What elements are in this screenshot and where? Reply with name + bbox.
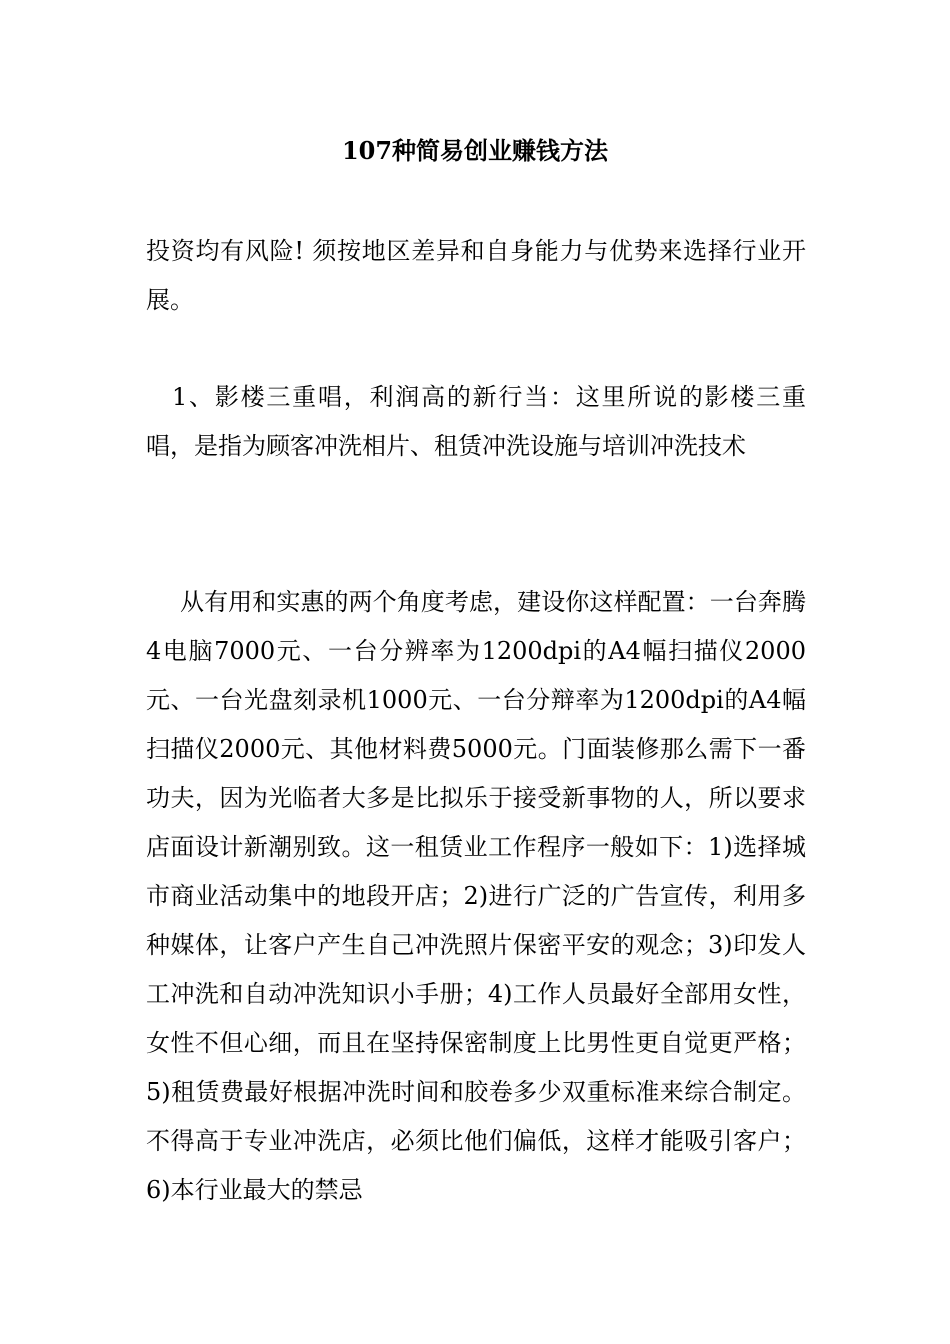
intro-paragraph: 投资均有风险! 须按地区差异和自身能力与优势来选择行业开展。: [146, 237, 806, 314]
document-title: 107种简易创业赚钱方法: [341, 136, 609, 165]
item-1-paragraph: 1、影楼三重唱，利润高的新行当：这里所说的影楼三重唱，是指为顾客冲洗相片、租赁冲洗设施与培训冲洗技术: [146, 383, 806, 460]
configuration-paragraph: 从有用和实惠的两个角度考虑，建设你这样配置：一台奔腾4电脑7000元、一台分辨率为1200dpi的A4幅扫描仪2000元、一台光盘刻录机1000元、一台分辩率为1200dpi的A4幅扫描仪2000元、其他材料费5000元。门面装修那么需下一番功夫，因为光临者大多是比拟乐于接受新事物的人，所以要求店面设计新潮别致。这一租赁业工作程序一般如下：1)选择城市商业活动集中的地段开店；2)进行广泛的广告宣传，利用多种媒体，让客户产生自己冲洗照片保密平安的观念；3)印发人工冲洗和自动冲洗知识小手册；4)工作人员最好全部用女性，女性不但心细，而且在坚持保密制度上比男性更自觉更严格；5)租赁费最好根据冲洗时间和胶卷多少双重标准来综合制定。不得高于专业冲洗店，必须比他们偏低，这样才能吸引客户；6)本行业最大的禁忌: [146, 588, 806, 1204]
